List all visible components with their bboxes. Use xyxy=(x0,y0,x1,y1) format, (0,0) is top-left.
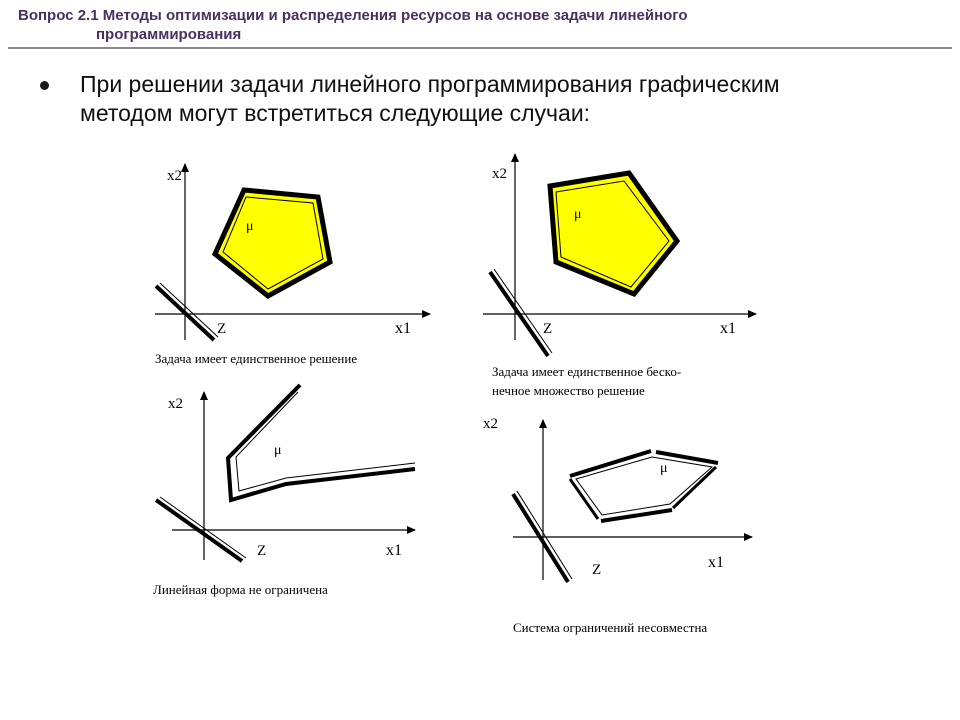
diagram-caption: Линейная форма не ограничена xyxy=(153,582,328,597)
region-boundary-inner xyxy=(236,392,415,491)
constraint-edge-inner xyxy=(576,457,712,515)
diagram-unbounded xyxy=(153,385,415,597)
feasible-region xyxy=(550,173,677,294)
diagram-infinite-solutions xyxy=(483,154,756,398)
x2-axis-label: x2 xyxy=(483,416,498,432)
objective-line-edge xyxy=(160,497,246,558)
diagram-unique-solution xyxy=(155,164,430,366)
diagram-caption: Система ограничений несовместна xyxy=(513,620,708,635)
x2-axis-label: x2 xyxy=(167,168,182,184)
diagram-inconsistent xyxy=(483,416,752,635)
objective-line-edge xyxy=(494,269,552,353)
objective-label: Z xyxy=(592,562,602,578)
objective-line-edge xyxy=(160,283,218,337)
constraint-edge xyxy=(601,510,672,521)
x2-axis-label: x2 xyxy=(168,396,183,412)
constraint-edge xyxy=(570,479,598,519)
objective-label: Z xyxy=(257,543,267,559)
region-label: μ xyxy=(246,219,254,234)
objective-line xyxy=(513,494,568,582)
slide-title-line-2: программирования xyxy=(96,26,242,43)
diagram-caption-line-1: Задача имеет единственное беско- xyxy=(492,364,682,379)
intro-text-line-2: методом могут встретиться следующие случаи: xyxy=(80,100,591,126)
slide-title-line-1: Вопрос 2.1 Методы оптимизации и распределения ресурсов на основе задачи линейного xyxy=(18,7,688,24)
intro-text-line-1: При решении задачи линейного программирования графическим xyxy=(80,71,780,97)
x1-axis-label: x1 xyxy=(395,320,411,337)
region-label: μ xyxy=(660,461,668,476)
x1-axis-label: x1 xyxy=(386,542,402,559)
objective-line-edge xyxy=(517,491,572,579)
diagram-caption: Задача имеет единственное решение xyxy=(155,351,358,366)
x1-axis-label: x1 xyxy=(708,554,724,571)
region-boundary-outer xyxy=(228,385,415,500)
feasible-region xyxy=(215,190,330,296)
constraint-edge xyxy=(673,467,716,508)
x1-axis-label: x1 xyxy=(720,320,736,337)
region-label: μ xyxy=(274,443,282,458)
objective-label: Z xyxy=(543,321,553,337)
region-label: μ xyxy=(574,207,582,222)
objective-label: Z xyxy=(217,321,227,337)
constraint-edge xyxy=(570,451,651,476)
diagram-caption-line-2: нечное множество решение xyxy=(492,383,645,398)
x2-axis-label: x2 xyxy=(492,166,507,182)
